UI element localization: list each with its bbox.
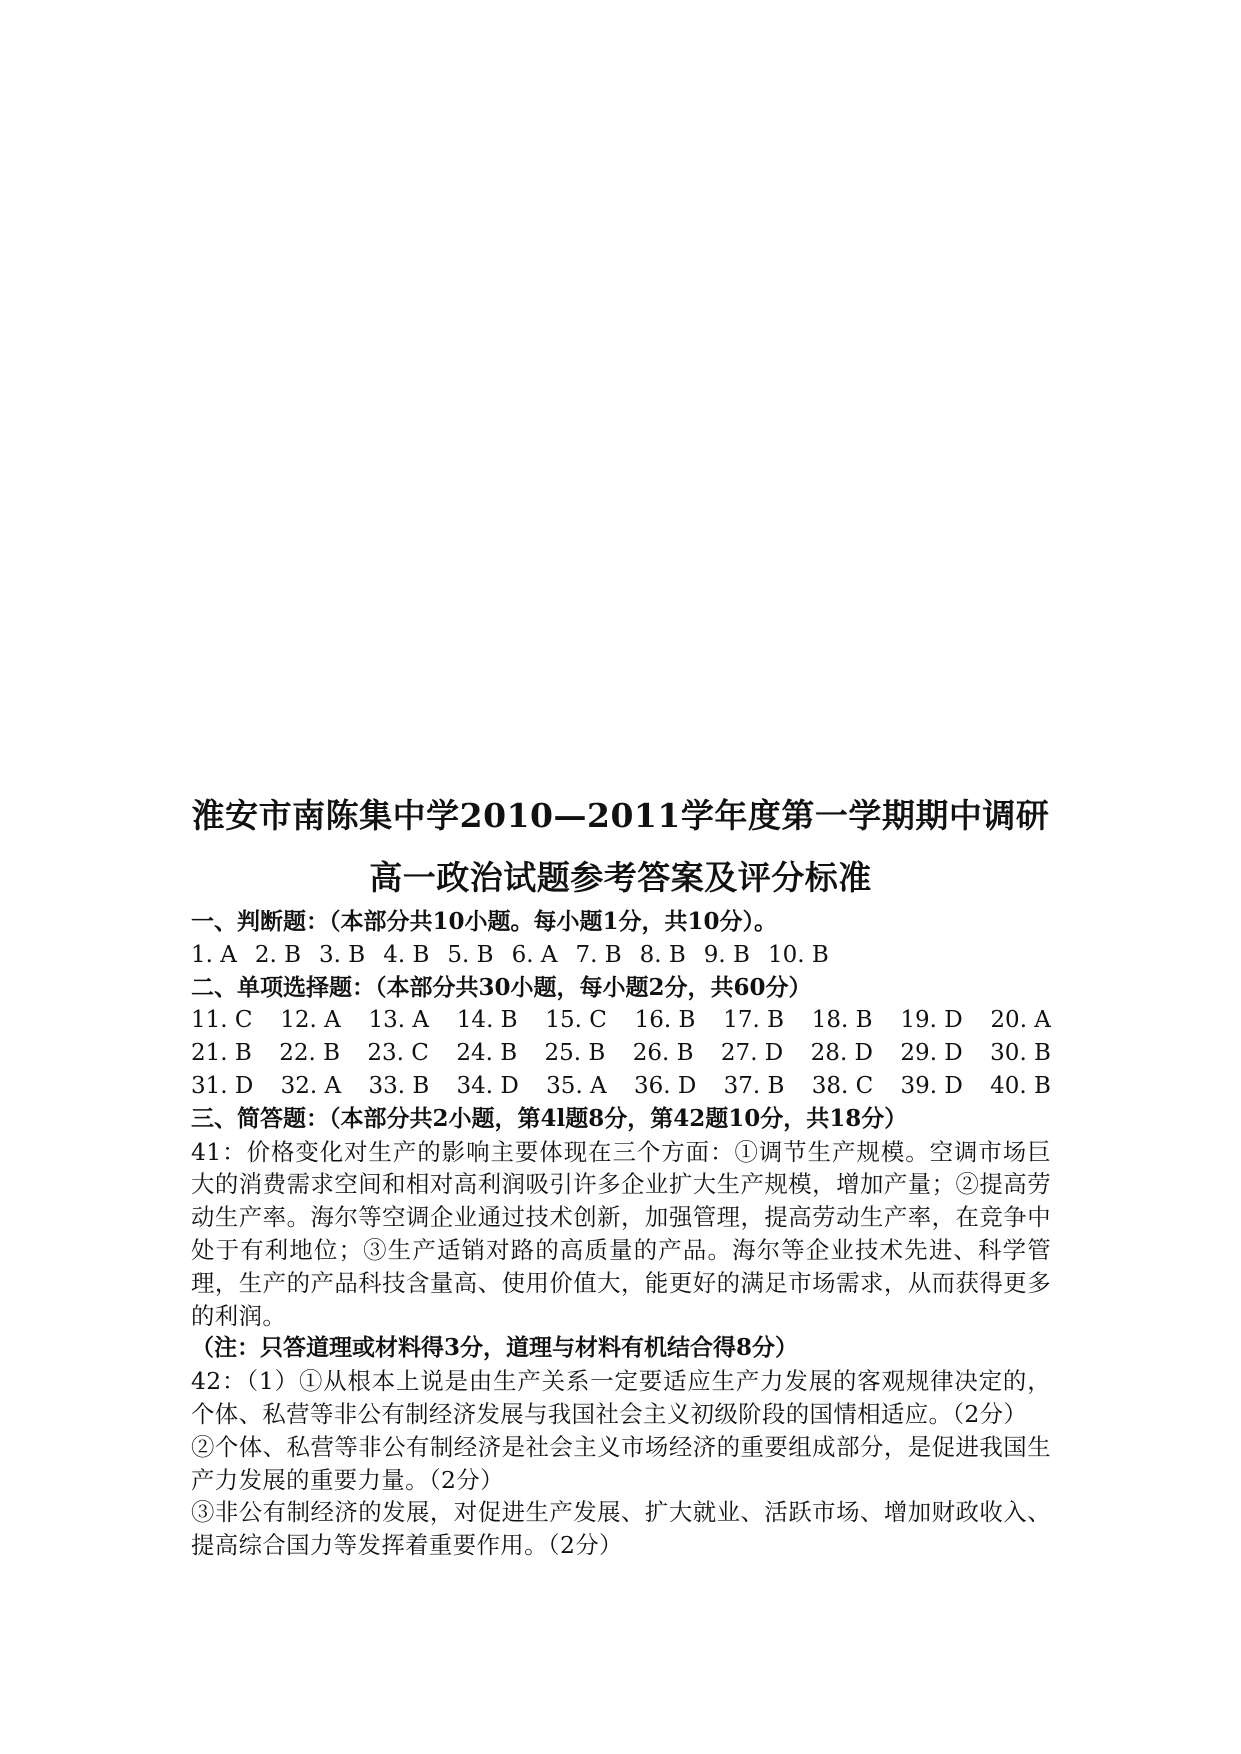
section3-heading: 三、简答题：（本部分共2小题，第4l题8分，第42题10分，共18分） <box>191 1104 908 1132</box>
answer-item: 29. D <box>900 1040 963 1067</box>
answer-item: 37. B <box>723 1072 785 1099</box>
answer-item: 33. B <box>368 1072 430 1099</box>
answer-item: 13. A <box>368 1007 430 1034</box>
answer-item: 24. B <box>456 1040 518 1067</box>
answer-item: 22. B <box>279 1040 340 1067</box>
answer-item: 20. A <box>990 1007 1051 1034</box>
answer-item: 21. B <box>191 1040 252 1067</box>
answer-item: 32. A <box>280 1072 342 1099</box>
answer-item: 2. B <box>254 941 302 968</box>
q42-point-1: 42：（1）①从根本上说是由生产关系一定要适应生产力发展的客观规律决定的，个体、私营等非公有制经济发展与我国社会主义初级阶段的国情相适应。（2分） <box>191 1367 1051 1428</box>
section2-answers-row <box>191 1070 1051 1103</box>
answer-item: 19. D <box>900 1007 963 1034</box>
answer-item: 10. B <box>767 941 829 968</box>
answer-item: 36. D <box>633 1072 697 1099</box>
answer-item: 23. C <box>367 1040 429 1067</box>
answer-item: 14. B <box>456 1007 518 1034</box>
answer-item: 6. A <box>511 941 558 968</box>
q42-point-3: ③非公有制经济的发展，对促进生产发展、扩大就业、活跃市场、增加财政收入、提高综合国力等发挥着重要作用。（2分） <box>191 1498 1051 1560</box>
section2-answers-row <box>191 1004 1051 1037</box>
answer-item: 7. B <box>575 941 622 968</box>
answer-item: 38. C <box>811 1072 874 1099</box>
section2-answers-row <box>191 1037 1051 1070</box>
answer-item: 11. C <box>191 1007 253 1034</box>
answer-item: 12. A <box>280 1007 341 1034</box>
answer-item: 40. B <box>990 1072 1051 1099</box>
answer-item: 35. A <box>546 1072 607 1099</box>
answer-item: 28. D <box>810 1040 874 1067</box>
answer-item: 27. D <box>720 1040 784 1067</box>
answer-item: 5. B <box>447 941 494 968</box>
answer-item: 16. B <box>634 1007 696 1034</box>
answer-item: 17. B <box>723 1007 784 1034</box>
answer-item: 34. D <box>456 1072 519 1099</box>
answer-item: 31. D <box>191 1072 254 1099</box>
section2-heading: 二、单项选择题：（本部分共30小题，每小题2分，共60分） <box>191 973 812 1001</box>
answer-item: 26. B <box>632 1040 694 1067</box>
answer-item: 30. B <box>990 1040 1051 1067</box>
q41-answer: 41：价格变化对生产的影响主要体现在三个方面：①调节生产规模。空调市场巨大的消费需求空间和相对高利润吸引许多企业扩大生产规模，增加产量；②提高劳动生产率。海尔等空调企业通过技术创新，加强管理，提高劳动生产率，在竞争中处于有利地位；③生产适销对路的高质量的产品。海尔等企业技术先进、科学管理，生产的产品科技含量高、使用价值大，能更好的满足市场需求，从而获得更多的利润。 <box>191 1137 1051 1330</box>
q42-point-2: ②个体、私营等非公有制经济是社会主义市场经济的重要组成部分，是促进我国生产力发展的重要力量。（2分） <box>191 1432 1051 1494</box>
section1-heading: 一、判断题：（本部分共10小题。每小题1分，共10分）。 <box>191 908 778 935</box>
answer-item: 15. C <box>545 1007 607 1034</box>
answer-item: 18. B <box>811 1007 873 1034</box>
answer-item: 8. B <box>639 941 686 968</box>
answer-item: 1. A <box>191 941 237 968</box>
answer-item: 9. B <box>703 941 750 968</box>
answer-item: 3. B <box>319 941 366 968</box>
answer-item: 39. D <box>900 1072 963 1099</box>
document-title: 淮安市南陈集中学2010—2011学年度第一学期期中调研 <box>191 796 1050 835</box>
document-body <box>191 906 1051 1562</box>
q41-scoring-note: （注：只答道理或材料得3分，道理与材料有机结合得8分） <box>191 1334 799 1362</box>
document-subtitle: 高一政治试题参考答案及评分标准 <box>369 858 872 897</box>
answer-item: 4. B <box>383 941 430 968</box>
answer-item: 25. B <box>544 1040 606 1067</box>
section1-answers <box>191 939 1051 972</box>
